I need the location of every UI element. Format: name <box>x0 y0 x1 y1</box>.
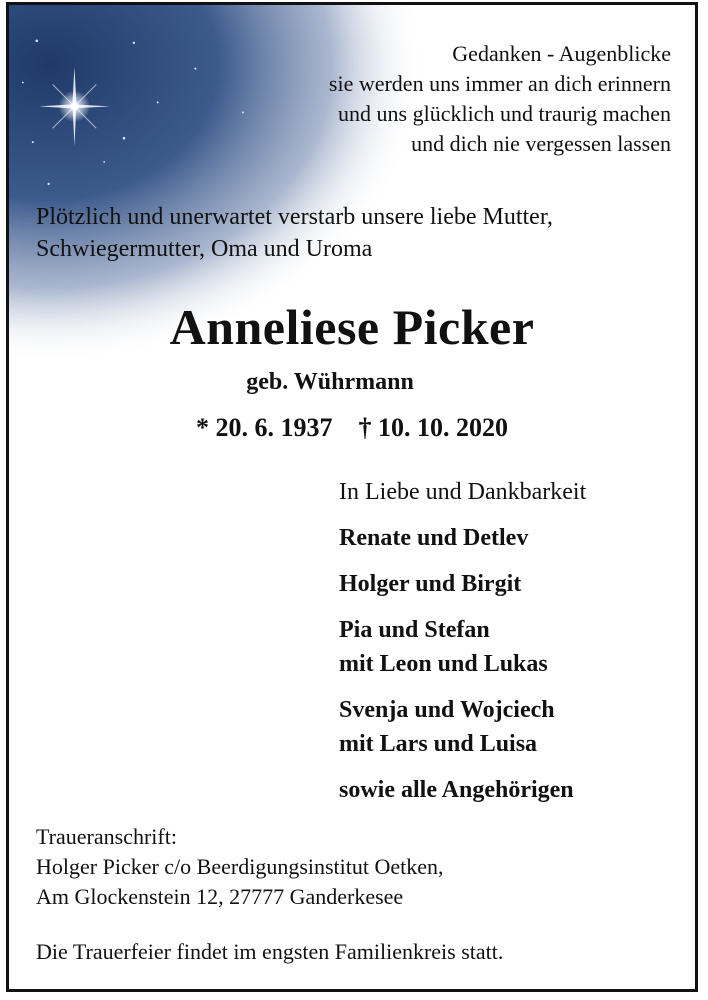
mourner-entry: mit Lars und Luisa <box>339 731 538 757</box>
life-dates <box>9 413 695 443</box>
address-line: Am Glockenstein 12, 27777 Ganderkesee <box>36 884 404 909</box>
mourner-entry: Holger und Birgit <box>339 571 522 597</box>
announcement-line: Schwiegermutter, Oma und Uroma <box>36 236 373 262</box>
birth-name: geb. Wührmann <box>246 369 414 395</box>
address-line: Holger Picker c/o Beerdigungsinstitut Oetken, <box>36 854 444 879</box>
mourner-entry: Renate und Detlev <box>339 525 529 551</box>
death-date: † 10. 10. 2020 <box>358 413 508 442</box>
poem-line: und dich nie vergessen lassen <box>411 131 671 156</box>
announcement-line: Plötzlich und unerwartet verstarb unsere liebe Mutter, <box>36 204 553 230</box>
mourner-entry: Svenja und Wojciech <box>339 697 555 723</box>
poem <box>329 39 671 159</box>
obituary-card <box>6 2 698 992</box>
poem-line: Gedanken - Augenblicke <box>452 41 671 66</box>
mourners-intro: In Liebe und Dankbarkeit <box>339 479 587 505</box>
mourner-entry: mit Leon und Lukas <box>339 651 548 677</box>
funeral-note: Die Trauerfeier findet im engsten Familienkreis statt. <box>36 939 504 964</box>
announcement-text <box>36 201 553 265</box>
mourner-entry: sowie alle Angehörigen <box>339 777 574 803</box>
deceased-name: Anneliese Picker <box>169 299 535 355</box>
mourning-address <box>36 822 444 912</box>
poem-line: und uns glücklich und traurig machen <box>338 101 671 126</box>
birth-date: * 20. 6. 1937 <box>196 413 333 442</box>
mourner-entry: Pia und Stefan <box>339 617 490 643</box>
address-label: Traueranschrift: <box>36 824 177 849</box>
poem-line: sie werden uns immer an dich erinnern <box>328 71 671 96</box>
